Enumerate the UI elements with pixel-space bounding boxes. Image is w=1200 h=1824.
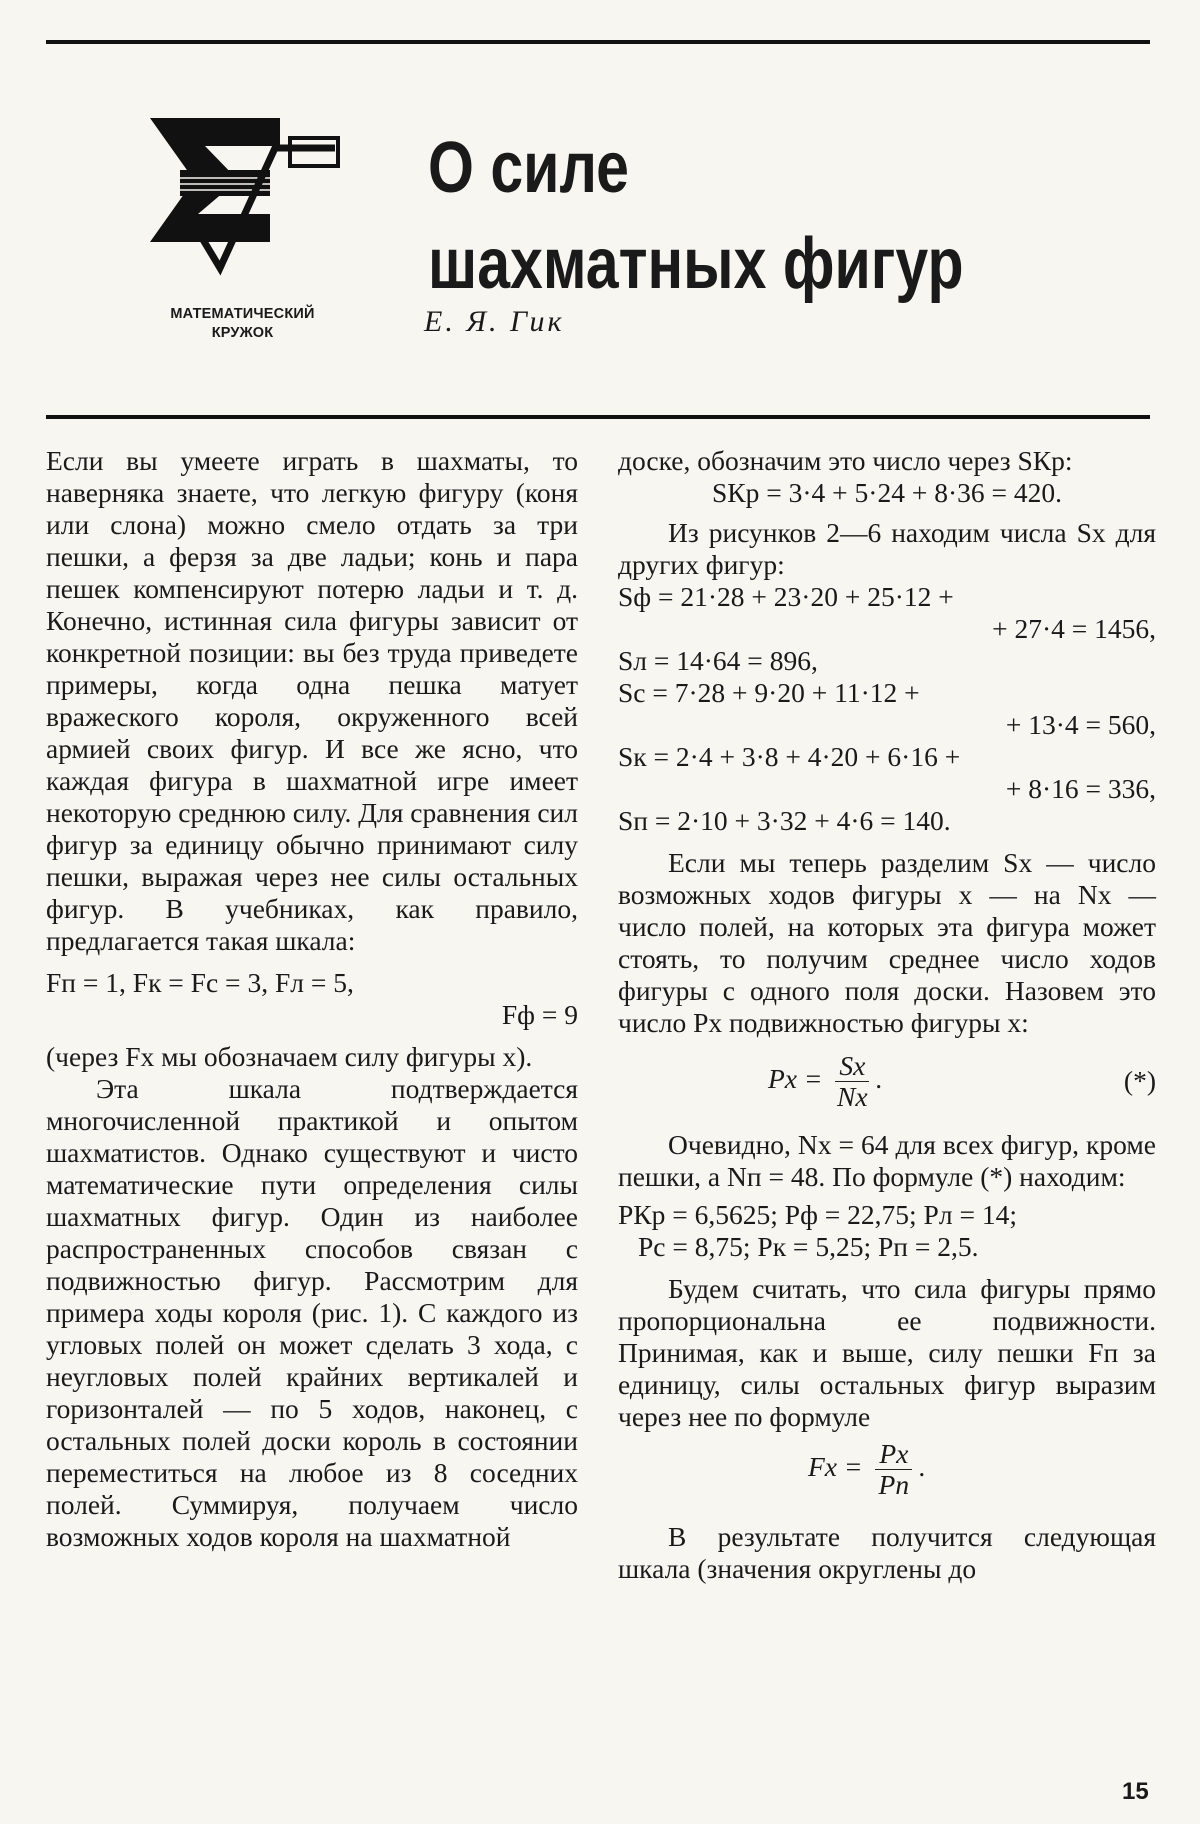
equation: SКр = 3·4 + 5·24 + 8·36 = 420. bbox=[711, 477, 1063, 508]
header-rule bbox=[46, 415, 1150, 419]
page-number: 15 bbox=[1122, 1778, 1149, 1805]
results-line: PКр = 6,5625; Pф = 22,75; Pл = 14; bbox=[618, 1199, 1017, 1230]
right-column bbox=[618, 445, 1156, 1585]
paragraph: Очевидно, Nx = 64 для всех фигур, кроме пешки, а Nп = 48. По формуле (*) находим: bbox=[618, 1129, 1156, 1192]
equation: Sп = 2·10 + 3·32 + 4·6 = 140. bbox=[618, 805, 951, 836]
paragraph: Если вы умеете играть в шахматы, то наверняка знаете, что легкую фигуру (коня или слона) можно смело отдать за три пешки, а ферзя за две ладьи; конь и пара пешек компенсируют потерю ладьи и т. д. Конечно, истинная сила фигуры зависит от конкретной позиции: вы без труда приведете примеры, когда одна пешка матует вражеского короля, окруженного всей армией своих фигур. И все же ясно, что каждая фигура в шахматной игре имеет некоторую среднюю силу. Для сравнения сил фигур за единицу обычно принимают силу пешки, выражая через нее силы остальных фигур. В учебниках, как правило, предлагается такая шкала: bbox=[46, 445, 578, 956]
formula-lhs: Px = bbox=[768, 1062, 823, 1094]
equation: + 27·4 = 1456, bbox=[992, 613, 1156, 644]
left-column bbox=[46, 445, 578, 1553]
results-line: Pс = 8,75; Pк = 5,25; Pп = 2,5. bbox=[638, 1231, 979, 1262]
equation: Sс = 7·28 + 9·20 + 11·12 + bbox=[618, 677, 920, 708]
formula-lhs: Fx = bbox=[808, 1450, 863, 1482]
scale-equation: Fф = 9 bbox=[501, 999, 578, 1030]
equation: Sк = 2·4 + 3·8 + 4·20 + 6·16 + bbox=[618, 741, 961, 772]
paragraph: Эта шкала подтверждается многочисленной практикой и опытом шахматистов. Однако существуют и чисто математические пути определения силы шахматных фигур. Один из наиболее распространенных способов связан с подвижностью фигур. Рассмотрим для примера ходы короля (рис. 1). С каждого из угловых полей он может сделать 3 хода, с неугловых полей крайних вертикалей и горизонталей — по 5 ходов, наконец, с остальных полей доски король в состоянии переместиться на любое из 8 соседних полей. Суммируя, получаем число возможных ходов короля на шахматной bbox=[46, 1073, 578, 1552]
section-label bbox=[140, 305, 345, 343]
paragraph: Будем считать, что сила фигуры прямо пропорциональна ее подвижности. Принимая, как и выше, силу пешки Fп за единицу, силы остальных фигур выразим через нее по формуле bbox=[618, 1273, 1156, 1432]
article-title bbox=[428, 120, 964, 312]
section-label-line1: МАТЕМАТИЧЕСКИЙ bbox=[170, 306, 315, 322]
formula-denominator: Nx bbox=[837, 1081, 868, 1112]
section-label-line2: КРУЖОК bbox=[211, 325, 274, 341]
title-line2: шахматных фигур bbox=[428, 224, 964, 304]
formula-tag: (*) bbox=[1123, 1065, 1156, 1096]
author: Е. Я. Гик bbox=[424, 305, 565, 338]
top-rule bbox=[46, 40, 1150, 44]
paragraph: В результате получится следующая шкала (значения округлены до bbox=[618, 1521, 1156, 1584]
equation: + 8·16 = 336, bbox=[1005, 773, 1156, 804]
equation: + 13·4 = 560, bbox=[1005, 709, 1156, 740]
formula-denominator: Pп bbox=[878, 1469, 910, 1500]
paragraph: Если мы теперь разделим Sx — число возможных ходов фигуры x — на Nx — число полей, на которых эта фигура может стоять, то получим среднее число ходов фигуры с одного поля доски. Назовем это число Px подвижностью фигуры x: bbox=[618, 847, 1156, 1038]
paragraph: доске, обозначим это число через SКр: bbox=[618, 445, 1073, 476]
equation: Sл = 14·64 = 896, bbox=[618, 645, 818, 676]
paragraph: Из рисунков 2—6 находим числа Sx для других фигур: bbox=[618, 517, 1156, 580]
equation: Sф = 21·28 + 23·20 + 25·12 + bbox=[618, 581, 954, 612]
formula-mobility: Px = $\frac{Sx}{Nx}$ . (*) bbox=[768, 1050, 1156, 1112]
paragraph: (через Fx мы обозначаем силу фигуры x). bbox=[46, 1041, 533, 1072]
formula-force: Fx = $\frac{Px}{Pп}$ . bbox=[808, 1438, 926, 1500]
title-line1: О силе bbox=[428, 128, 630, 208]
scale-equation: Fп = 1, Fк = Fс = 3, Fл = 5, bbox=[46, 967, 354, 998]
sigma-check-icon bbox=[150, 118, 350, 278]
formula-numerator: Px bbox=[875, 1439, 912, 1470]
formula-numerator: Sx bbox=[835, 1051, 869, 1082]
